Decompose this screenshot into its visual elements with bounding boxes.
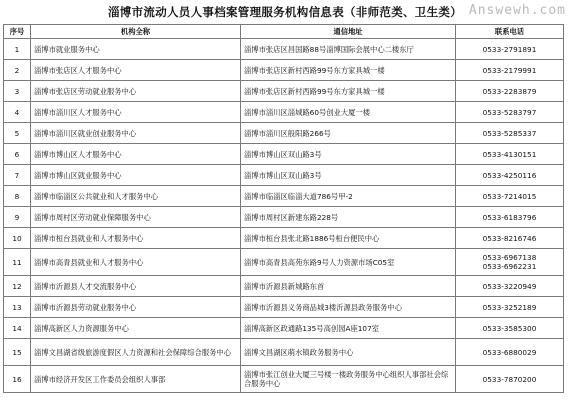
cell-address: 淄博市张店区昌国路88号淄博国际会展中心二楼东厅 (241, 39, 456, 60)
cell-phone: 0533-6880029 (456, 339, 564, 366)
cell-institution-name: 淄博市博山区就业服务中心 (31, 165, 241, 186)
cell-institution-name: 淄博市淄川区人才服务中心 (31, 102, 241, 123)
cell-number: 5 (4, 123, 31, 144)
cell-phone: 0533-2791891 (456, 39, 564, 60)
cell-institution-name: 淄博市沂源县劳动就业服务中心 (31, 297, 241, 318)
cell-number: 10 (4, 228, 31, 249)
cell-phone: 0533-3252189 (456, 297, 564, 318)
cell-number: 15 (4, 339, 31, 366)
cell-phone: 0533-8216746 (456, 228, 564, 249)
cell-number: 6 (4, 144, 31, 165)
col-header-address: 通信地址 (241, 25, 456, 39)
cell-number: 9 (4, 207, 31, 228)
cell-phone: 0533-4130151 (456, 144, 564, 165)
table-row (4, 186, 564, 207)
cell-phone: 0533-4250116 (456, 165, 564, 186)
cell-number: 3 (4, 81, 31, 102)
table-row (4, 366, 564, 393)
col-header-number: 序号 (4, 25, 31, 39)
col-header-name: 机构全称 (31, 25, 241, 39)
cell-number: 1 (4, 39, 31, 60)
cell-address: 淄博市周村区新建东路228号 (241, 207, 456, 228)
cell-address: 淄博文昌湖区萌水镇政务服务中心 (241, 339, 456, 366)
cell-address: 淄博市张江创业大厦三号楼一楼政务服务中心组织人事部社会综合服务中心 (241, 366, 456, 393)
cell-address: 淄博市淄川区淄城路60号创业大厦一楼 (241, 102, 456, 123)
table-header-row (4, 25, 564, 39)
table-row (4, 165, 564, 186)
cell-phone: 0533-7214015 (456, 186, 564, 207)
page-title: 淄博市流动人员人事档案管理服务机构信息表（非师范类、卫生类） (108, 5, 462, 19)
cell-address: 淄博市沂源县新城路东首 (241, 276, 456, 297)
cell-institution-name: 淄博高新区人力资源服务中心 (31, 318, 241, 339)
table-row (4, 276, 564, 297)
cell-number: 16 (4, 366, 31, 393)
cell-number: 8 (4, 186, 31, 207)
cell-institution-name: 淄博市周村区劳动就业保障服务中心 (31, 207, 241, 228)
cell-phone: 0533-2283879 (456, 81, 564, 102)
table-row (4, 123, 564, 144)
cell-institution-name: 淄博市临淄区公共就业和人才服务中心 (31, 186, 241, 207)
cell-number: 7 (4, 165, 31, 186)
cell-number: 14 (4, 318, 31, 339)
cell-number: 12 (4, 276, 31, 297)
table-row (4, 249, 564, 276)
cell-institution-name: 淄博文昌湖省级旅游度假区人力资源和社会保障综合服务中心 (31, 339, 241, 366)
cell-address: 淄博高新区政通路135号高创园A座107室 (241, 318, 456, 339)
cell-phone: 0533-2179991 (456, 60, 564, 81)
cell-address: 淄博市高青县高苑东路9号人力资源市场C05室 (241, 249, 456, 276)
table-row (4, 228, 564, 249)
cell-address: 淄博市张店区新村西路99号东方家具城一楼 (241, 60, 456, 81)
cell-institution-name: 淄博市张店区劳动就业服务中心 (31, 81, 241, 102)
table-row (4, 207, 564, 228)
cell-address: 淄博市博山区双山路3号 (241, 144, 456, 165)
cell-phone: 0533-5283797 (456, 102, 564, 123)
cell-address: 淄博市临淄区临淄大道786号甲-2 (241, 186, 456, 207)
table-row (4, 39, 564, 60)
table-body (4, 39, 564, 393)
table-row (4, 102, 564, 123)
cell-institution-name: 淄博市就业服务中心 (31, 39, 241, 60)
cell-address: 淄博市张店区新村西路99号东方家具城一楼 (241, 81, 456, 102)
cell-address: 淄博市桓台县张北路1886号桓台便民中心 (241, 228, 456, 249)
cell-address: 淄博市博山区双山路3号 (241, 165, 456, 186)
cell-phone: 0533-5285337 (456, 123, 564, 144)
cell-institution-name: 淄博市博山区人才服务中心 (31, 144, 241, 165)
cell-number: 11 (4, 249, 31, 276)
table-row (4, 318, 564, 339)
cell-phone: 0533-6183796 (456, 207, 564, 228)
cell-phone: 0533-6967138 0533-6962231 (456, 249, 564, 276)
cell-institution-name: 淄博市淄川区就业创业服务中心 (31, 123, 241, 144)
cell-institution-name: 淄博市经济开发区工作委员会组织人事部 (31, 366, 241, 393)
cell-phone: 0533-3220949 (456, 276, 564, 297)
table-row (4, 81, 564, 102)
cell-phone: 0533-7870200 (456, 366, 564, 393)
site-watermark: Answewh.com (468, 3, 566, 18)
table-row (4, 297, 564, 318)
cell-institution-name: 淄博市高青县就业和人才服务中心 (31, 249, 241, 276)
table-row (4, 339, 564, 366)
cell-address: 淄博市沂源县义务商品城3楼沂源县政务服务中心 (241, 297, 456, 318)
cell-institution-name: 淄博市桓台县就业和人才服务中心 (31, 228, 241, 249)
institution-table (3, 24, 564, 393)
cell-address: 淄博市淄川区般阳路266号 (241, 123, 456, 144)
cell-institution-name: 淄博市沂源县人才交流服务中心 (31, 276, 241, 297)
cell-number: 4 (4, 102, 31, 123)
cell-number: 2 (4, 60, 31, 81)
table-row (4, 60, 564, 81)
cell-number: 13 (4, 297, 31, 318)
cell-institution-name: 淄博市张店区人才服务中心 (31, 60, 241, 81)
col-header-phone: 联系电话 (456, 25, 564, 39)
table-row (4, 144, 564, 165)
cell-phone: 0533-3585300 (456, 318, 564, 339)
